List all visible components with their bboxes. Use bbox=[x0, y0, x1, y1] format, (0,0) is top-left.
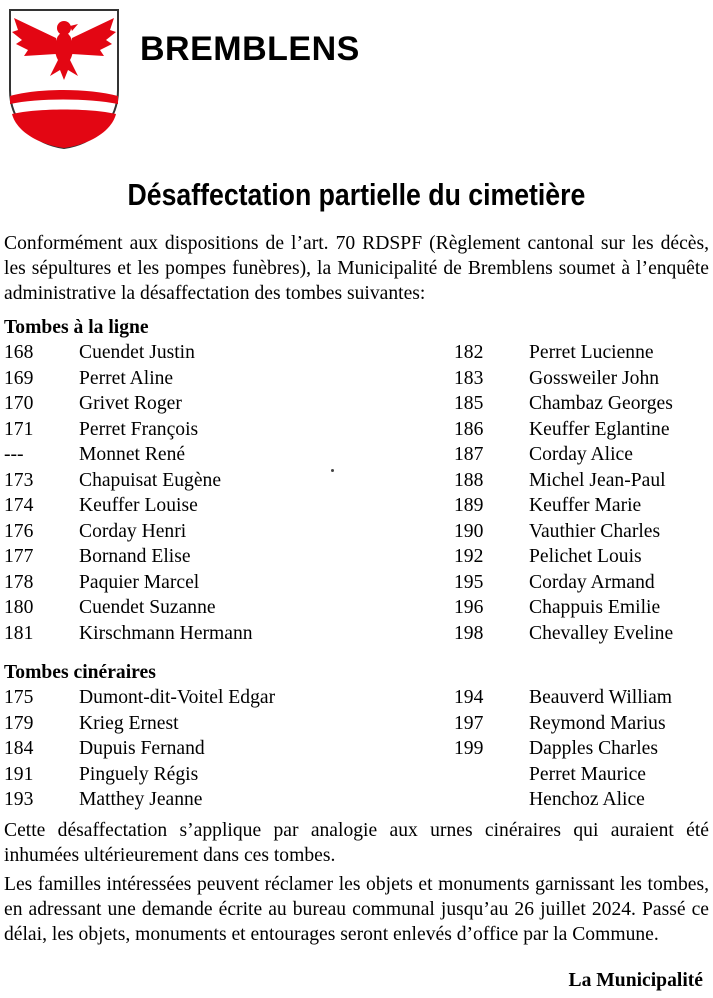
header bbox=[0, 0, 713, 160]
grave-name: Dumont-dit-Voitel Edgar bbox=[79, 687, 276, 708]
grave-number: 187 bbox=[454, 444, 484, 465]
grave-name: Michel Jean-Paul bbox=[529, 469, 666, 491]
grave-name: Cuendet Justin bbox=[79, 342, 195, 363]
page-title: Désaffectation partielle du cimetière bbox=[127, 177, 586, 212]
grave-name: Reymond Marius bbox=[529, 712, 666, 734]
grave-number: 192 bbox=[454, 546, 484, 567]
grave-name: Chapuisat Eugène bbox=[79, 469, 222, 491]
grave-number: 196 bbox=[454, 597, 484, 618]
grave-number: 173 bbox=[4, 469, 34, 491]
grave-name: Perret Aline bbox=[79, 367, 174, 389]
grave-name: Dapples Charles bbox=[529, 738, 658, 759]
grave-name: Perret Maurice bbox=[529, 763, 646, 785]
grave-number: 198 bbox=[454, 622, 484, 644]
section-heading-cineraires: Tombes cinéraires bbox=[4, 662, 156, 683]
grave-name: Keuffer Louise bbox=[79, 495, 198, 516]
grave-name: Bornand Elise bbox=[79, 546, 191, 567]
grave-number: 185 bbox=[454, 393, 484, 414]
grave-number: 190 bbox=[454, 520, 484, 542]
grave-number: 179 bbox=[4, 712, 34, 734]
town-name: BREMBLENS bbox=[140, 30, 360, 68]
grave-name: Corday Henri bbox=[79, 520, 187, 542]
grave-number: 193 bbox=[4, 789, 34, 810]
grave-name: Kirschmann Hermann bbox=[79, 622, 253, 644]
grave-name: Grivet Roger bbox=[79, 393, 182, 414]
grave-name: Pelichet Louis bbox=[529, 546, 642, 567]
grave-number: 170 bbox=[4, 393, 34, 414]
intro-paragraph: Conformément aux dispositions de l’art. 70 RDSPF (Règlement cantonal sur les décès, les sépultures et les pompes funèbres), la Municipalité de Bremblens soumet à l’enquête administrative la désaffectation des tombes suivantes: bbox=[4, 233, 709, 304]
grave-name: Henchoz Alice bbox=[529, 789, 645, 810]
grave-number: 181 bbox=[4, 622, 34, 644]
note-paragraph: Cette désaffectation s’applique par analogie aux urnes cinéraires qui auraient été inhumées ultérieurement dans ces tombes. bbox=[4, 820, 709, 866]
grave-number: 194 bbox=[454, 687, 484, 708]
grave-number: 168 bbox=[4, 342, 34, 363]
grave-number: 188 bbox=[454, 469, 484, 491]
grave-number: 183 bbox=[454, 367, 484, 389]
grave-number: 191 bbox=[4, 763, 34, 785]
grave-name: Monnet René bbox=[79, 444, 186, 465]
coat-of-arms-logo bbox=[8, 8, 120, 150]
grave-number: 197 bbox=[454, 712, 484, 734]
section-heading-ligne: Tombes à la ligne bbox=[4, 317, 149, 338]
grave-name: Vauthier Charles bbox=[529, 520, 661, 542]
grave-number: 177 bbox=[4, 546, 34, 567]
grave-number: 175 bbox=[4, 687, 34, 708]
grave-name: Krieg Ernest bbox=[79, 712, 179, 734]
signature: La Municipalité bbox=[568, 970, 703, 991]
grave-number: 195 bbox=[454, 571, 484, 593]
grave-number: 184 bbox=[4, 738, 34, 759]
grave-name: Beauverd William bbox=[529, 687, 673, 708]
grave-name: Perret Lucienne bbox=[529, 342, 654, 363]
grave-number: 171 bbox=[4, 418, 34, 440]
grave-name: Matthey Jeanne bbox=[79, 789, 203, 810]
grave-name: Chambaz Georges bbox=[529, 393, 673, 414]
grave-name: Keuffer Marie bbox=[529, 495, 642, 516]
grave-name: Cuendet Suzanne bbox=[79, 597, 216, 618]
grave-name: Corday Alice bbox=[529, 444, 633, 465]
grave-number: 169 bbox=[4, 367, 34, 389]
families-paragraph: Les familles intéressées peuvent réclamer les objets et monuments garnissant les tombes, en adressant une demande écrite au bureau communal jusqu’au 26 juillet 2024. Passé ce délai, les objets, monuments et entourages seront enlevés d’office par la Commune. bbox=[4, 874, 709, 945]
grave-number: --- bbox=[4, 444, 24, 465]
grave-number: 186 bbox=[454, 418, 484, 440]
grave-name: Paquier Marcel bbox=[79, 571, 200, 593]
grave-number: 199 bbox=[454, 738, 484, 759]
print-speck bbox=[331, 469, 334, 472]
grave-name: Chappuis Emilie bbox=[529, 597, 661, 618]
grave-name: Dupuis Fernand bbox=[79, 738, 205, 759]
grave-number: 182 bbox=[454, 342, 484, 363]
grave-name: Keuffer Eglantine bbox=[529, 418, 670, 440]
grave-number: 176 bbox=[4, 520, 34, 542]
grave-name: Chevalley Eveline bbox=[529, 622, 674, 644]
grave-number: 180 bbox=[4, 597, 34, 618]
grave-name: Corday Armand bbox=[529, 571, 655, 593]
grave-name: Pinguely Régis bbox=[79, 763, 199, 785]
grave-name: Gossweiler John bbox=[529, 367, 660, 389]
grave-number: 189 bbox=[454, 495, 484, 516]
grave-number: 178 bbox=[4, 571, 34, 593]
grave-name: Perret François bbox=[79, 418, 199, 440]
grave-number: 174 bbox=[4, 495, 34, 516]
